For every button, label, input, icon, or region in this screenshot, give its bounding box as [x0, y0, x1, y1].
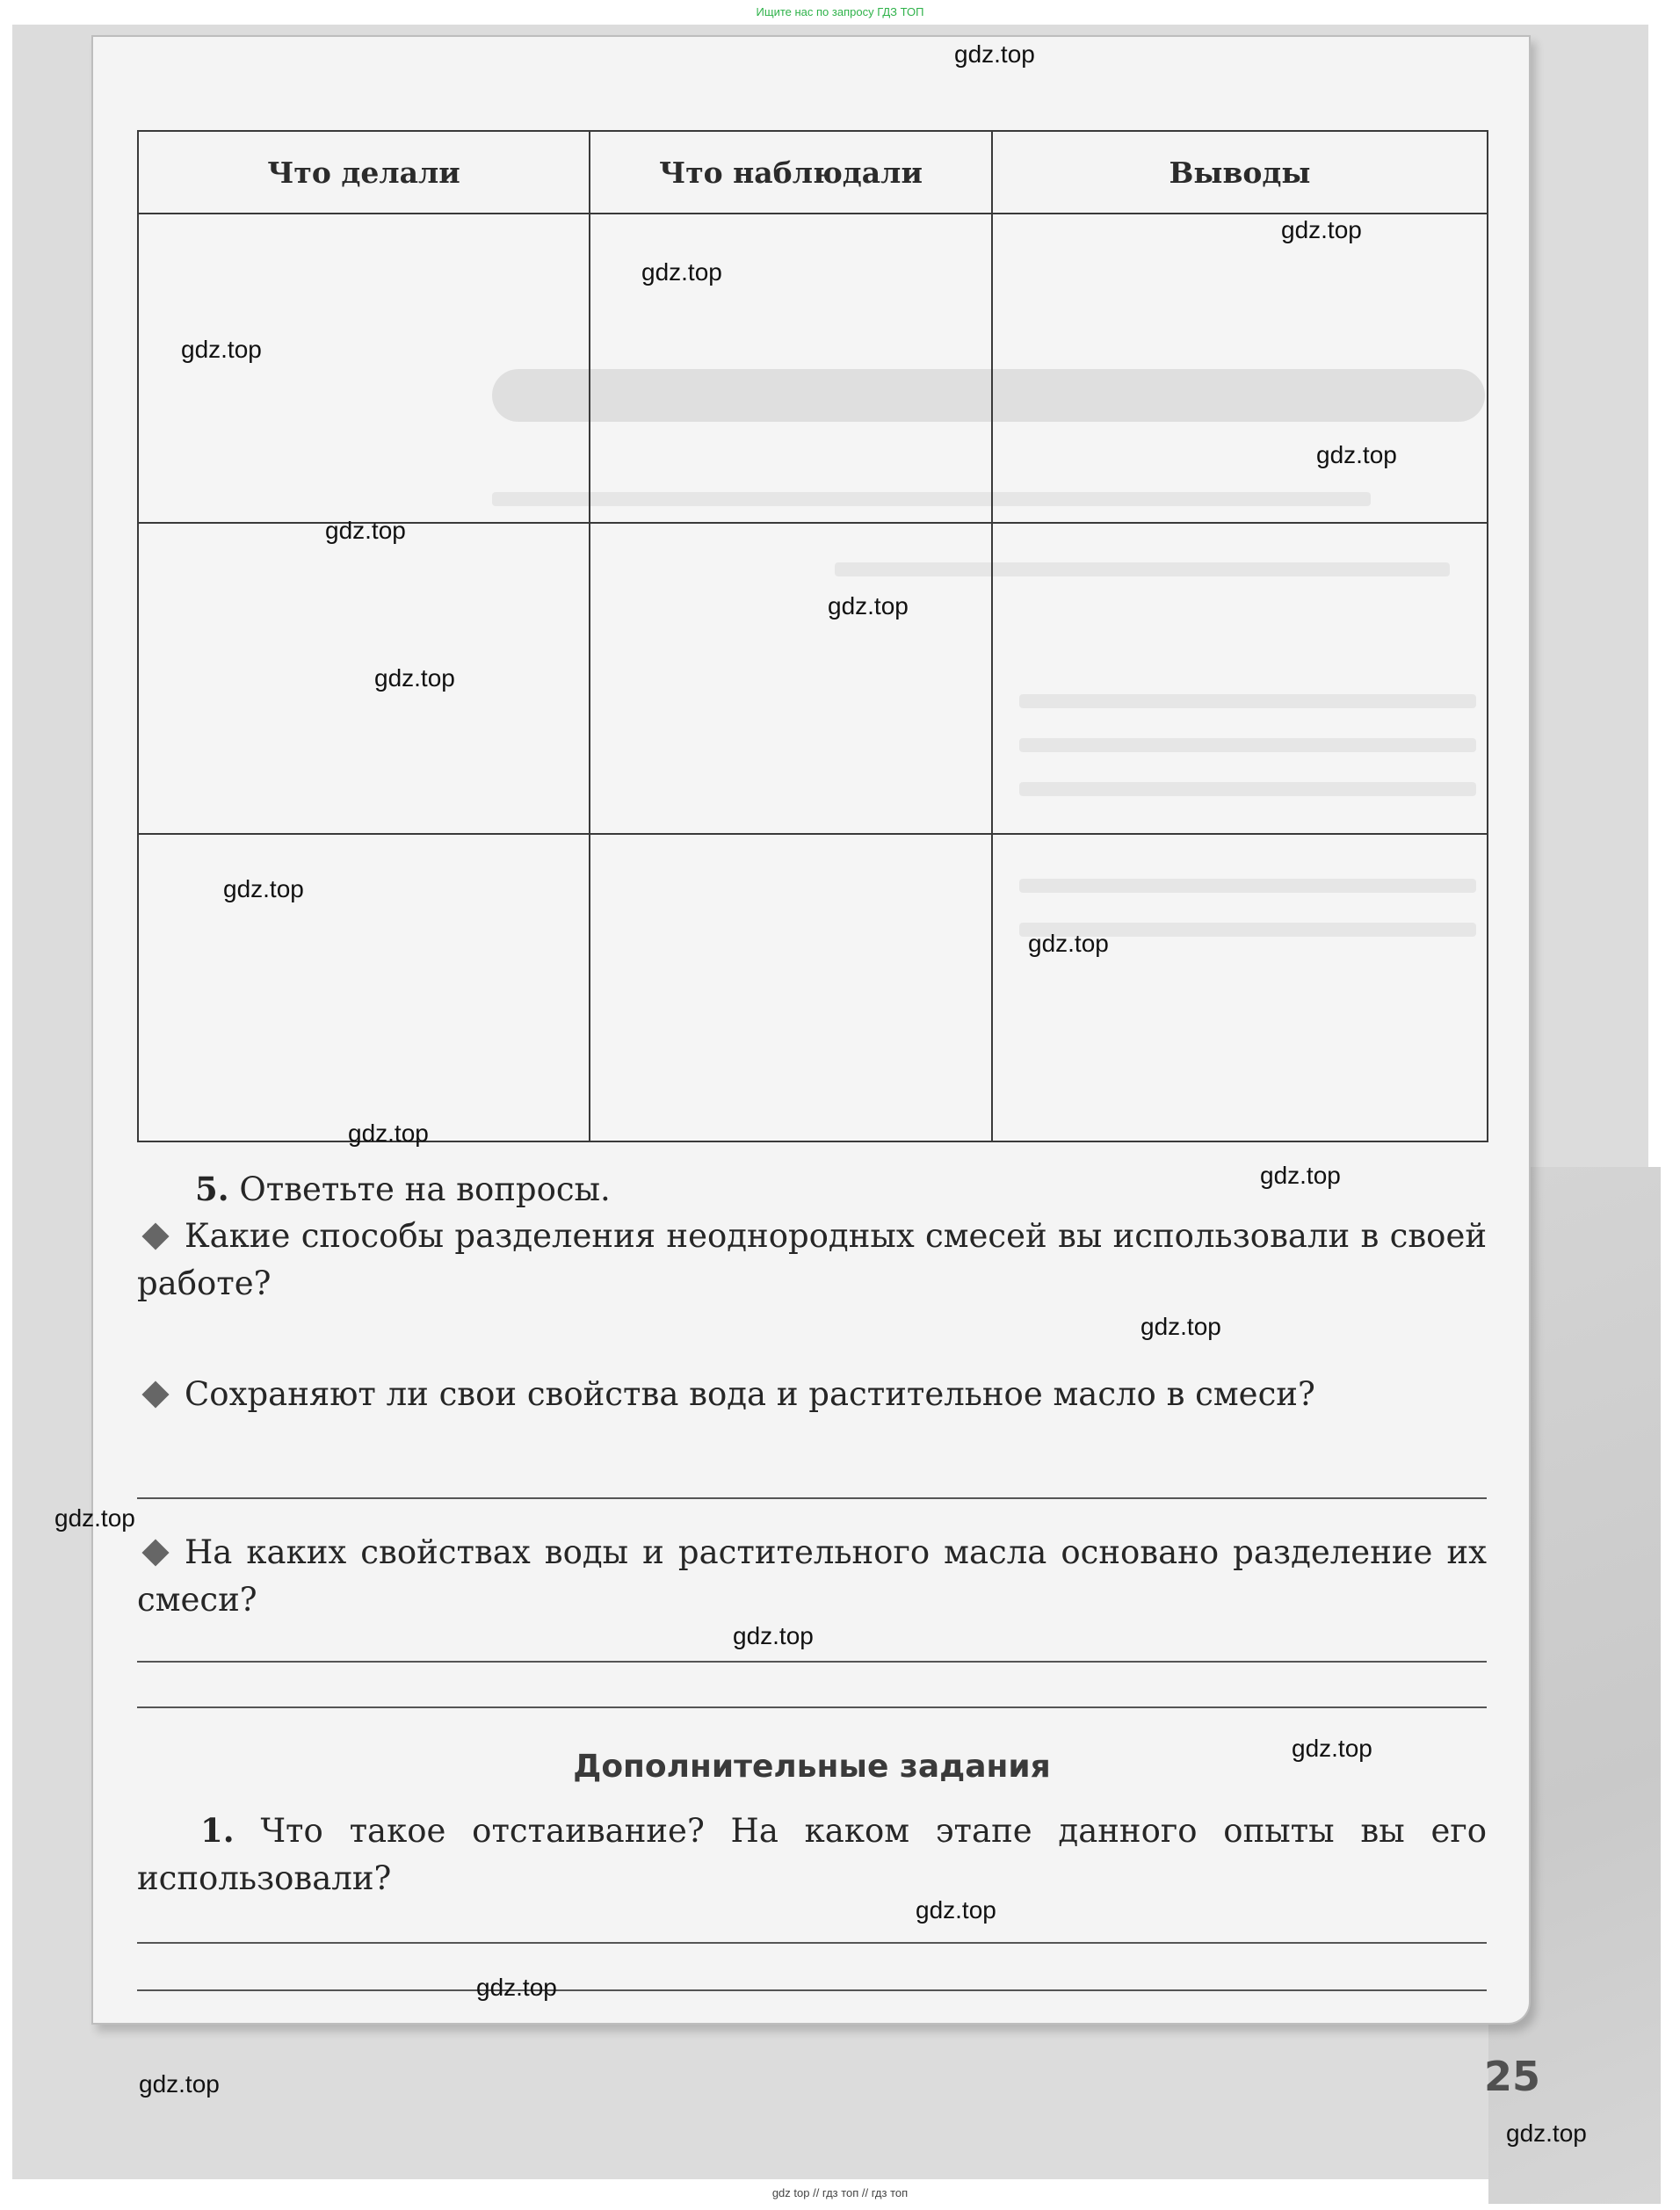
watermark: gdz.top — [1281, 216, 1362, 243]
task-number: 1. — [200, 1811, 235, 1850]
watermark: gdz.top — [916, 1896, 996, 1924]
table-row — [138, 214, 1488, 523]
watermark: gdz.top — [374, 664, 455, 692]
section-title: Дополнительные задания — [573, 1749, 1051, 1785]
question-item-text: Какие способы разделения неоднородных смесей вы использовали в своей работе? — [137, 1217, 1487, 1302]
header-what-did: Что делали — [138, 131, 590, 214]
diamond-bullet-icon — [141, 1539, 169, 1566]
watermark: gdz.top — [1316, 441, 1397, 468]
watermark: gdz.top — [1028, 930, 1109, 957]
watermark: gdz.top — [476, 1974, 557, 2001]
bottom-banner: gdz top // гдз топ // гдз топ — [771, 2186, 909, 2199]
watermark: gdz.top — [1292, 1735, 1372, 1762]
watermark: gdz.top — [223, 875, 304, 902]
question-item-text: Сохраняют ли свои свойства вода и растительное масло в смеси? — [185, 1375, 1315, 1413]
cell-what-observed[interactable] — [590, 523, 992, 834]
cell-conclusions[interactable] — [992, 834, 1488, 1141]
cell-conclusions[interactable] — [992, 214, 1488, 523]
watermark: gdz.top — [325, 517, 406, 544]
cell-what-did[interactable] — [138, 834, 590, 1141]
question-item-1 — [137, 1213, 1487, 1308]
page-number: 25 — [1483, 2053, 1540, 2100]
question-title: Ответьте на вопросы. — [239, 1170, 611, 1208]
header-what-observed: Что наблюдали — [590, 131, 992, 214]
answer-line[interactable] — [137, 1989, 1487, 1991]
header-conclusions: Выводы — [992, 131, 1488, 214]
watermark: gdz.top — [181, 336, 262, 363]
watermark: gdz.top — [348, 1119, 429, 1147]
cell-what-observed[interactable] — [590, 834, 992, 1141]
cell-conclusions[interactable] — [992, 523, 1488, 834]
diamond-bullet-icon — [141, 1380, 169, 1408]
watermark: gdz.top — [641, 258, 722, 286]
question-item-3 — [137, 1529, 1487, 1624]
watermark: gdz.top — [1260, 1162, 1341, 1189]
answer-line[interactable] — [137, 1706, 1487, 1708]
table-row — [138, 834, 1488, 1141]
observation-table — [137, 130, 1488, 1142]
watermark: gdz.top — [1506, 2119, 1587, 2147]
watermark: gdz.top — [954, 40, 1035, 68]
watermark: gdz.top — [54, 1504, 135, 1532]
cell-what-did[interactable] — [138, 523, 590, 834]
top-banner: Ищите нас по запросу ГДЗ ТОП — [756, 5, 924, 18]
watermark: gdz.top — [1141, 1313, 1221, 1340]
cell-what-did[interactable] — [138, 214, 590, 523]
task-text: Что такое отстаивание? На каком этапе данного опыты вы его использовали? — [137, 1812, 1488, 1897]
extra-task-1 — [137, 1807, 1487, 1902]
watermark: gdz.top — [139, 2070, 220, 2098]
table-row — [138, 523, 1488, 834]
answer-line[interactable] — [137, 1661, 1487, 1663]
diamond-bullet-icon — [141, 1222, 169, 1250]
question-item-2 — [137, 1371, 1487, 1418]
question-number: 5. — [195, 1170, 229, 1208]
answer-line[interactable] — [137, 1497, 1487, 1499]
watermark: gdz.top — [828, 592, 909, 620]
question-item-text: На каких свойствах воды и растительного масла основано разделение их смеси? — [137, 1533, 1487, 1619]
answer-line[interactable] — [137, 1942, 1487, 1944]
table-header-row — [138, 131, 1488, 214]
watermark: gdz.top — [733, 1622, 814, 1649]
